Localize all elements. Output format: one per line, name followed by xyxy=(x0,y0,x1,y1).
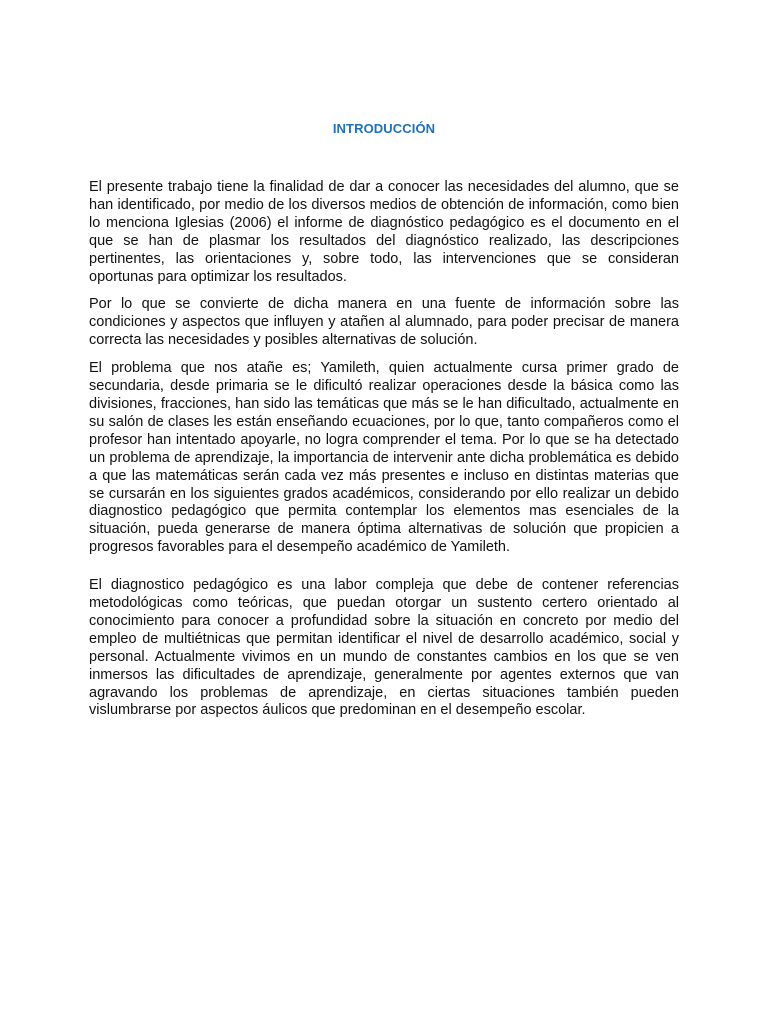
paragraph-2: Por lo que se convierte de dicha manera en una fuente de información sobre las condiciones y aspectos que influyen y atañen al alumnado, para poder precisar de manera correcta las necesidades y posibles alternativas de solución. xyxy=(89,296,679,349)
document-body xyxy=(89,179,679,730)
page-title: INTRODUCCIÓN xyxy=(332,121,436,136)
paragraph-3: El problema que nos atañe es; Yamileth, quien actualmente cursa primer grado de secundaria, desde primaria se le dificultó realizar operaciones desde la básica como las divisiones, fracciones, han sido las temáticas que más se le han dificultado, actualmente en su salón de clases les están enseñando ecuaciones, por lo que, tanto compañeros como el profesor han intentado apoyarle, no logra comprender el tema. Por lo que se ha detectado un problema de aprendizaje, la importancia de intervenir ante dicha problemática es debido a que las matemáticas serán cada vez más presentes e incluso en distintas materias que se cursarán en los siguientes grados académicos, considerando por ello realizar un debido diagnostico pedagógico que permita contemplar los elementos mas esenciales de la situación, pueda generarse de manera óptima alternativas de solución que propicien a progresos favorables para el desempeño académico de Yamileth. xyxy=(89,360,679,556)
paragraph-4: El diagnostico pedagógico es una labor compleja que debe de contener referencias metodológicas como teóricas, que puedan otorgar un sustento certero orientado al conocimiento para conocer a profundidad sobre la situación en concreto por medio del empleo de multiétnicas que permitan identificar el nivel de desarrollo académico, social y personal. Actualmente vivimos en un mundo de constantes cambios en los que se ven inmersos las dificultades de aprendizaje, generalmente por agentes externos que van agravando los problemas de aprendizaje, en ciertas situaciones también pueden vislumbrarse por aspectos áulicos que predominan en el desempeño escolar. xyxy=(89,577,679,719)
paragraph-1: El presente trabajo tiene la finalidad de dar a conocer las necesidades del alumno, que se han identificado, por medio de los diversos medios de obtención de información, como bien lo menciona Iglesias (2006) el informe de diagnóstico pedagógico es el documento en el que se han de plasmar los resultados del diagnóstico realizado, las descripciones pertinentes, las orientaciones y, sobre todo, las intervenciones que se consideran oportunas para optimizar los resultados. xyxy=(89,179,679,285)
